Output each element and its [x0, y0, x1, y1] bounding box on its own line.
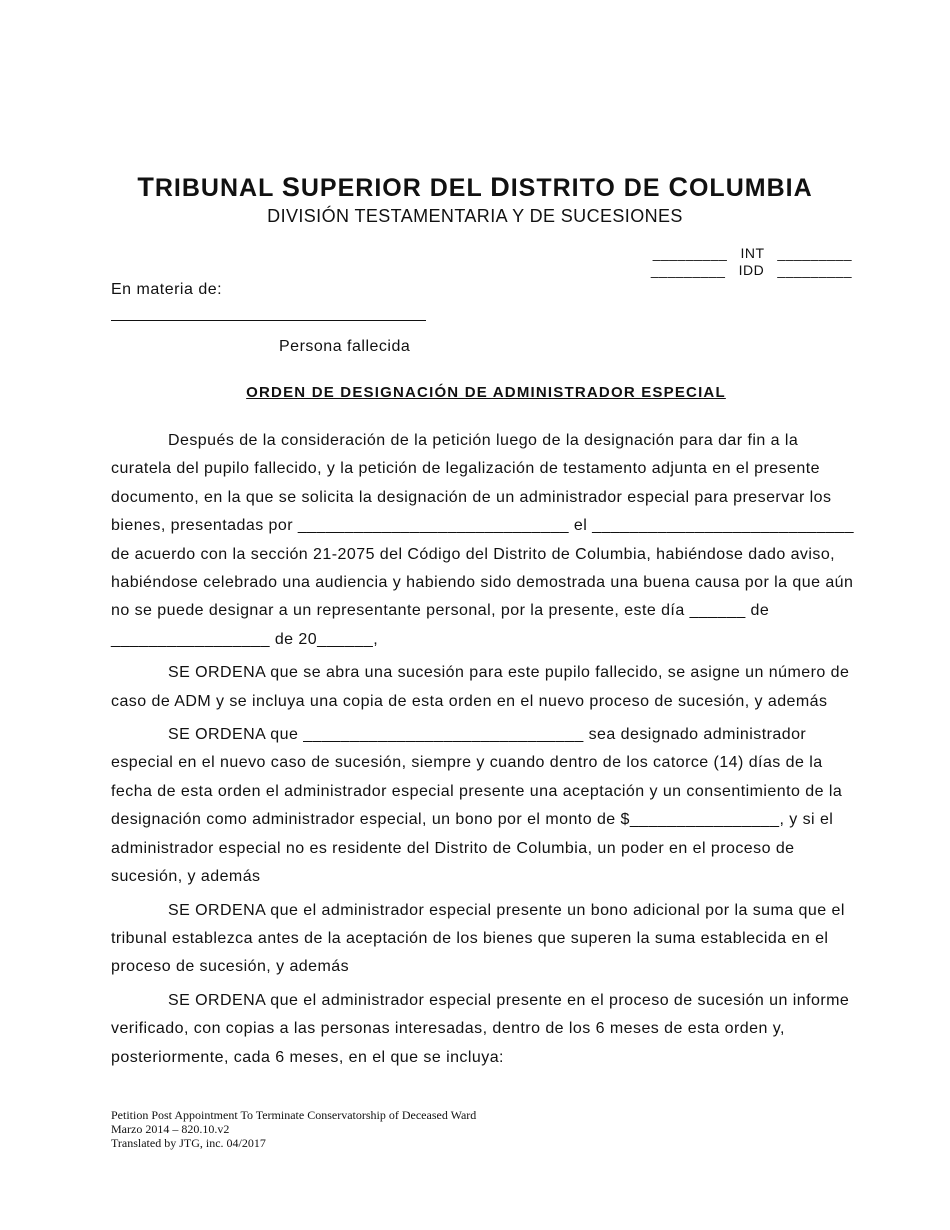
division-title: DIVISIÓN TESTAMENTARIA Y DE SUCESIONES: [267, 206, 683, 226]
case-number-block: [651, 245, 852, 279]
order-body: [111, 427, 859, 1077]
int-case-number-line: _________ INT _________: [652, 245, 852, 261]
order-title: ORDEN DE DESIGNACIÓN DE ADMINISTRADOR ESPECIAL: [246, 384, 726, 401]
order-paragraph-1: Después de la consideración de la petición luego de la designación para dar fin a la curatela del pupilo fallecido, y la petición de legalización de testamento adjunta en el presente documento, en la que se solicita la designación de un administrador especial para preservar los bienes, presentadas por _____________________________ el ____________________________ de acuerdo con la sección 21-2075 del Código del Distrito de Columbia, habiéndose dado aviso, habiéndose celebrado una audiencia y habiendo sido demostrada una buena causa por la que aún no se puede designar a un representante personal, por la presente, este día ______ de _________________ de 20______,: [111, 432, 854, 648]
order-paragraph-4: SE ORDENA que el administrador especial presente un bono adicional por la suma que el tribunal establezca antes de la aceptación de los bienes que superen la suma establecida en el proceso de sucesión, y además: [111, 901, 845, 976]
order-paragraph-5: SE ORDENA que el administrador especial presente en el proceso de sucesión un informe verificado, con copias a las personas interesadas, dentro de los 6 meses de esta orden y, posteriormente, cada 6 meses, en el que se incluya:: [111, 991, 850, 1066]
footer-form-name: Petition Post Appointment To Terminate Conservatorship of Deceased Ward: [111, 1108, 477, 1122]
deceased-label: Persona fallecida: [279, 338, 411, 355]
order-paragraph-3: SE ORDENA que ______________________________ sea designado administrador especial en el nuevo caso de sucesión, siempre y cuando dentro de los catorce (14) días de la fecha de esta orden el administrador especial presente una aceptación y un consentimiento de la designación como administrador especial, un bono por el monto de $________________, y si el administrador especial no es residente del Distrito de Columbia, un poder en el proceso de sucesión, y además: [111, 726, 843, 886]
order-paragraph-2: SE ORDENA que se abra una sucesión para este pupilo fallecido, se asigne un número de caso de ADM y se incluya una copia de esta orden en el nuevo proceso de sucesión, y además: [111, 664, 850, 710]
footer-translation-note: Translated by JTG, inc. 04/2017: [111, 1136, 266, 1150]
footer-form-version: Marzo 2014 – 820.10.v2: [111, 1122, 230, 1136]
matter-label: En materia de:: [111, 281, 223, 298]
court-title: TRIBUNAL SUPERIOR DEL DISTRITO DE COLUMBIA: [137, 172, 813, 202]
footer: [111, 1108, 476, 1150]
deceased-name-line: [111, 320, 426, 321]
idd-case-number-line: _________ IDD _________: [650, 262, 852, 278]
